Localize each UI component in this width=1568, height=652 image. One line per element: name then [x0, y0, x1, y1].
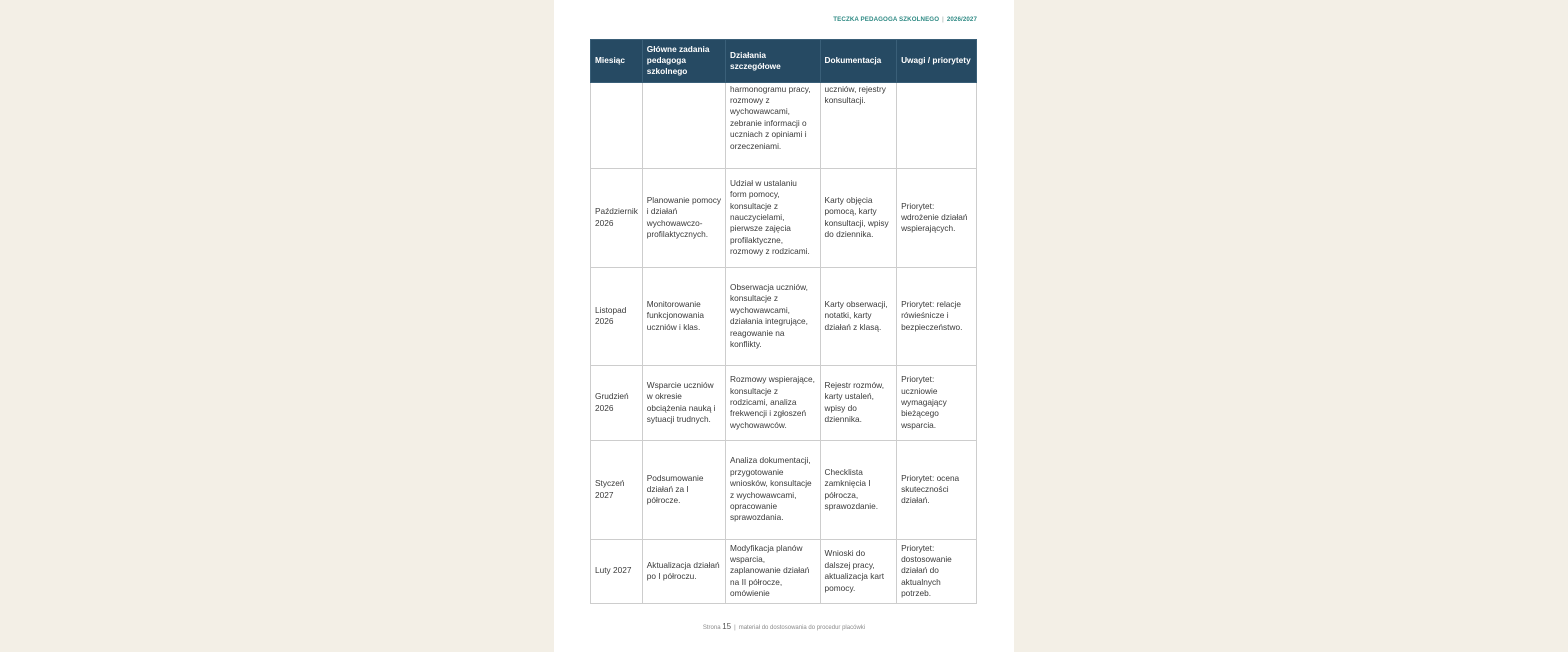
cell-actions: Analiza dokumentacji, przygotowanie wniosków, konsultacje z wychowawcami, opracowanie sprawozdania.: [726, 440, 821, 539]
cell-docs: Karty obserwacji, notatki, karty działań z klasą.: [820, 267, 897, 365]
table-row: [591, 365, 977, 440]
monthly-plan-table: [590, 39, 977, 604]
table-header-row: [591, 40, 977, 83]
document-page: [554, 0, 1014, 652]
column-header-actions: Działania szczegółowe: [726, 40, 821, 83]
cell-month: Styczeń 2027: [591, 440, 643, 539]
header-year: 2026/2027: [946, 16, 977, 23]
cell-month: Październik 2026: [591, 168, 643, 267]
running-header: [833, 16, 977, 23]
cell-tasks: [642, 82, 725, 168]
footer-page-number: 15: [722, 622, 732, 631]
cell-notes: [897, 82, 977, 168]
cell-actions: Udział w ustalaniu form pomocy, konsultacje z nauczycielami, pierwsze zajęcia profilaktyczne, rozmowy z rodzicami.: [726, 168, 821, 267]
cell-tasks: Wsparcie uczniów w okresie obciążenia nauką i sytuacji trudnych.: [642, 365, 725, 440]
cell-docs: Checklista zamknięcia I półrocza, sprawozdanie.: [820, 440, 897, 539]
cell-docs: Rejestr rozmów, karty ustaleń, wpisy do dziennika.: [820, 365, 897, 440]
cell-tasks: Planowanie pomocy i działań wychowawczo-profilaktycznych.: [642, 168, 725, 267]
cell-notes: Priorytet: wdrożenie działań wspierających.: [897, 168, 977, 267]
footer-note: materiał do dostosowania do procedur placówki: [738, 625, 866, 631]
cell-month: Listopad 2026: [591, 267, 643, 365]
table-row-continuation: [591, 82, 977, 168]
cell-tasks: Podsumowanie działań za I półrocze.: [642, 440, 725, 539]
cell-tasks: Aktualizacja działań po I półroczu.: [642, 539, 725, 603]
footer-page-label: Strona: [702, 625, 721, 631]
cell-month: Luty 2027: [591, 539, 643, 603]
column-header-tasks: Główne zadania pedagoga szkolnego: [642, 40, 725, 83]
cell-actions: Modyfikacja planów wsparcia, zaplanowanie działań na II półrocze, omówienie: [726, 539, 821, 603]
column-header-notes: Uwagi / priorytety: [897, 40, 977, 83]
cell-month: [591, 82, 643, 168]
cell-actions: harmonogramu pracy, rozmowy z wychowawcami, zebranie informacji o uczniach z opiniami i orzeczeniami.: [726, 82, 821, 168]
page-footer: [554, 622, 1014, 631]
table-row: [591, 168, 977, 267]
cell-actions: Obserwacja uczniów, konsultacje z wychowawcami, działania integrujące, reagowanie na konflikty.: [726, 267, 821, 365]
cell-notes: Priorytet: ocena skuteczności działań.: [897, 440, 977, 539]
header-title: TECZKA PEDAGOGA SZKOLNEGO: [833, 16, 940, 23]
header-separator: |: [942, 16, 944, 23]
cell-month: Grudzień 2026: [591, 365, 643, 440]
column-header-month: Miesiąc: [591, 40, 643, 83]
column-header-docs: Dokumentacja: [820, 40, 897, 83]
table-row: [591, 267, 977, 365]
table-row: [591, 539, 977, 603]
cell-docs: Karty objęcia pomocą, karty konsultacji, wpisy do dziennika.: [820, 168, 897, 267]
cell-tasks: Monitorowanie funkcjonowania uczniów i klas.: [642, 267, 725, 365]
cell-docs: Wnioski do dalszej pracy, aktualizacja kart pomocy.: [820, 539, 897, 603]
footer-separator: |: [734, 625, 736, 631]
cell-docs: uczniów, rejestry konsultacji.: [820, 82, 897, 168]
cell-notes: Priorytet: uczniowie wymagający bieżącego wsparcia.: [897, 365, 977, 440]
cell-notes: Priorytet: relacje rówieśnicze i bezpieczeństwo.: [897, 267, 977, 365]
cell-notes: Priorytet: dostosowanie działań do aktualnych potrzeb.: [897, 539, 977, 603]
cell-actions: Rozmowy wspierające, konsultacje z rodzicami, analiza frekwencji i zgłoszeń wychowawców.: [726, 365, 821, 440]
table-row: [591, 440, 977, 539]
